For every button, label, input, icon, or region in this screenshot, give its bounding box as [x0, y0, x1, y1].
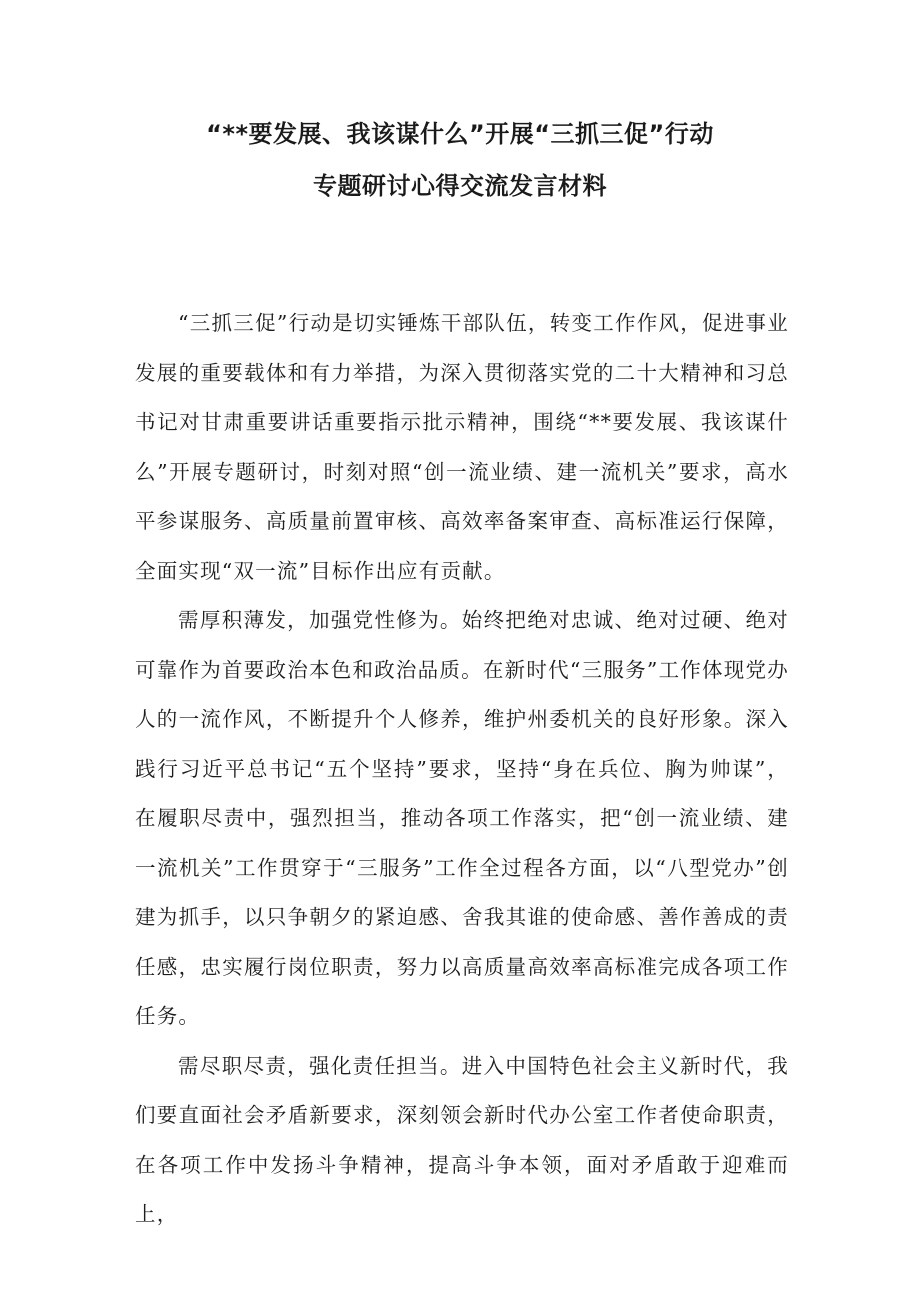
document-body — [135, 299, 789, 1240]
paragraph-3: 需尽职尽责，强化责任担当。进入中国特色社会主义新时代，我们要直面社会矛盾新要求，深刻领会新时代办公室工作者使命职责，在各项工作中发扬斗争精神，提高斗争本领，面对矛盾敢于迎难而上， — [135, 1053, 789, 1226]
paragraph-2: 需厚积薄发，加强党性修为。始终把绝对忠诚、绝对过硬、绝对可靠作为首要政治本色和政治品质。在新时代“三服务”工作体现党办人的一流作风，不断提升个人修养，维护州委机关的良好形象。深入践行习近平总书记“五个坚持”要求，坚持“身在兵位、胸为帅谋”，在履职尽责中，强烈担当，推动各项工作落实，把“创一流业绩、建一流机关”工作贯穿于“三服务”工作全过程各方面，以“八型党办”创建为抓手，以只争朝夕的紧迫感、舍我其谁的使命感、善作善成的责任感，忠实履行岗位职责，努力以高质量高效率高标准完成各项工作任务。 — [135, 608, 789, 1028]
paragraph-1: “三抓三促”行动是切实锤炼干部队伍，转变工作作风，促进事业发展的重要载体和有力举措，为深入贯彻落实党的二十大精神和习总书记对甘肃重要讲话重要指示批示精神，围绕“**要发展、我该谋什么”开展专题研讨，时刻对照“创一流业绩、建一流机关”要求，高水平参谋服务、高质量前置审核、高效率备案审查、高标准运行保障，全面实现“双一流”目标作出应有贡献。 — [135, 311, 789, 583]
document-title-line-1: “**要发展、我该谋什么”开展“三抓三促”行动 — [206, 120, 714, 148]
document-title-line-2: 专题研讨心得交流发言材料 — [313, 172, 607, 200]
